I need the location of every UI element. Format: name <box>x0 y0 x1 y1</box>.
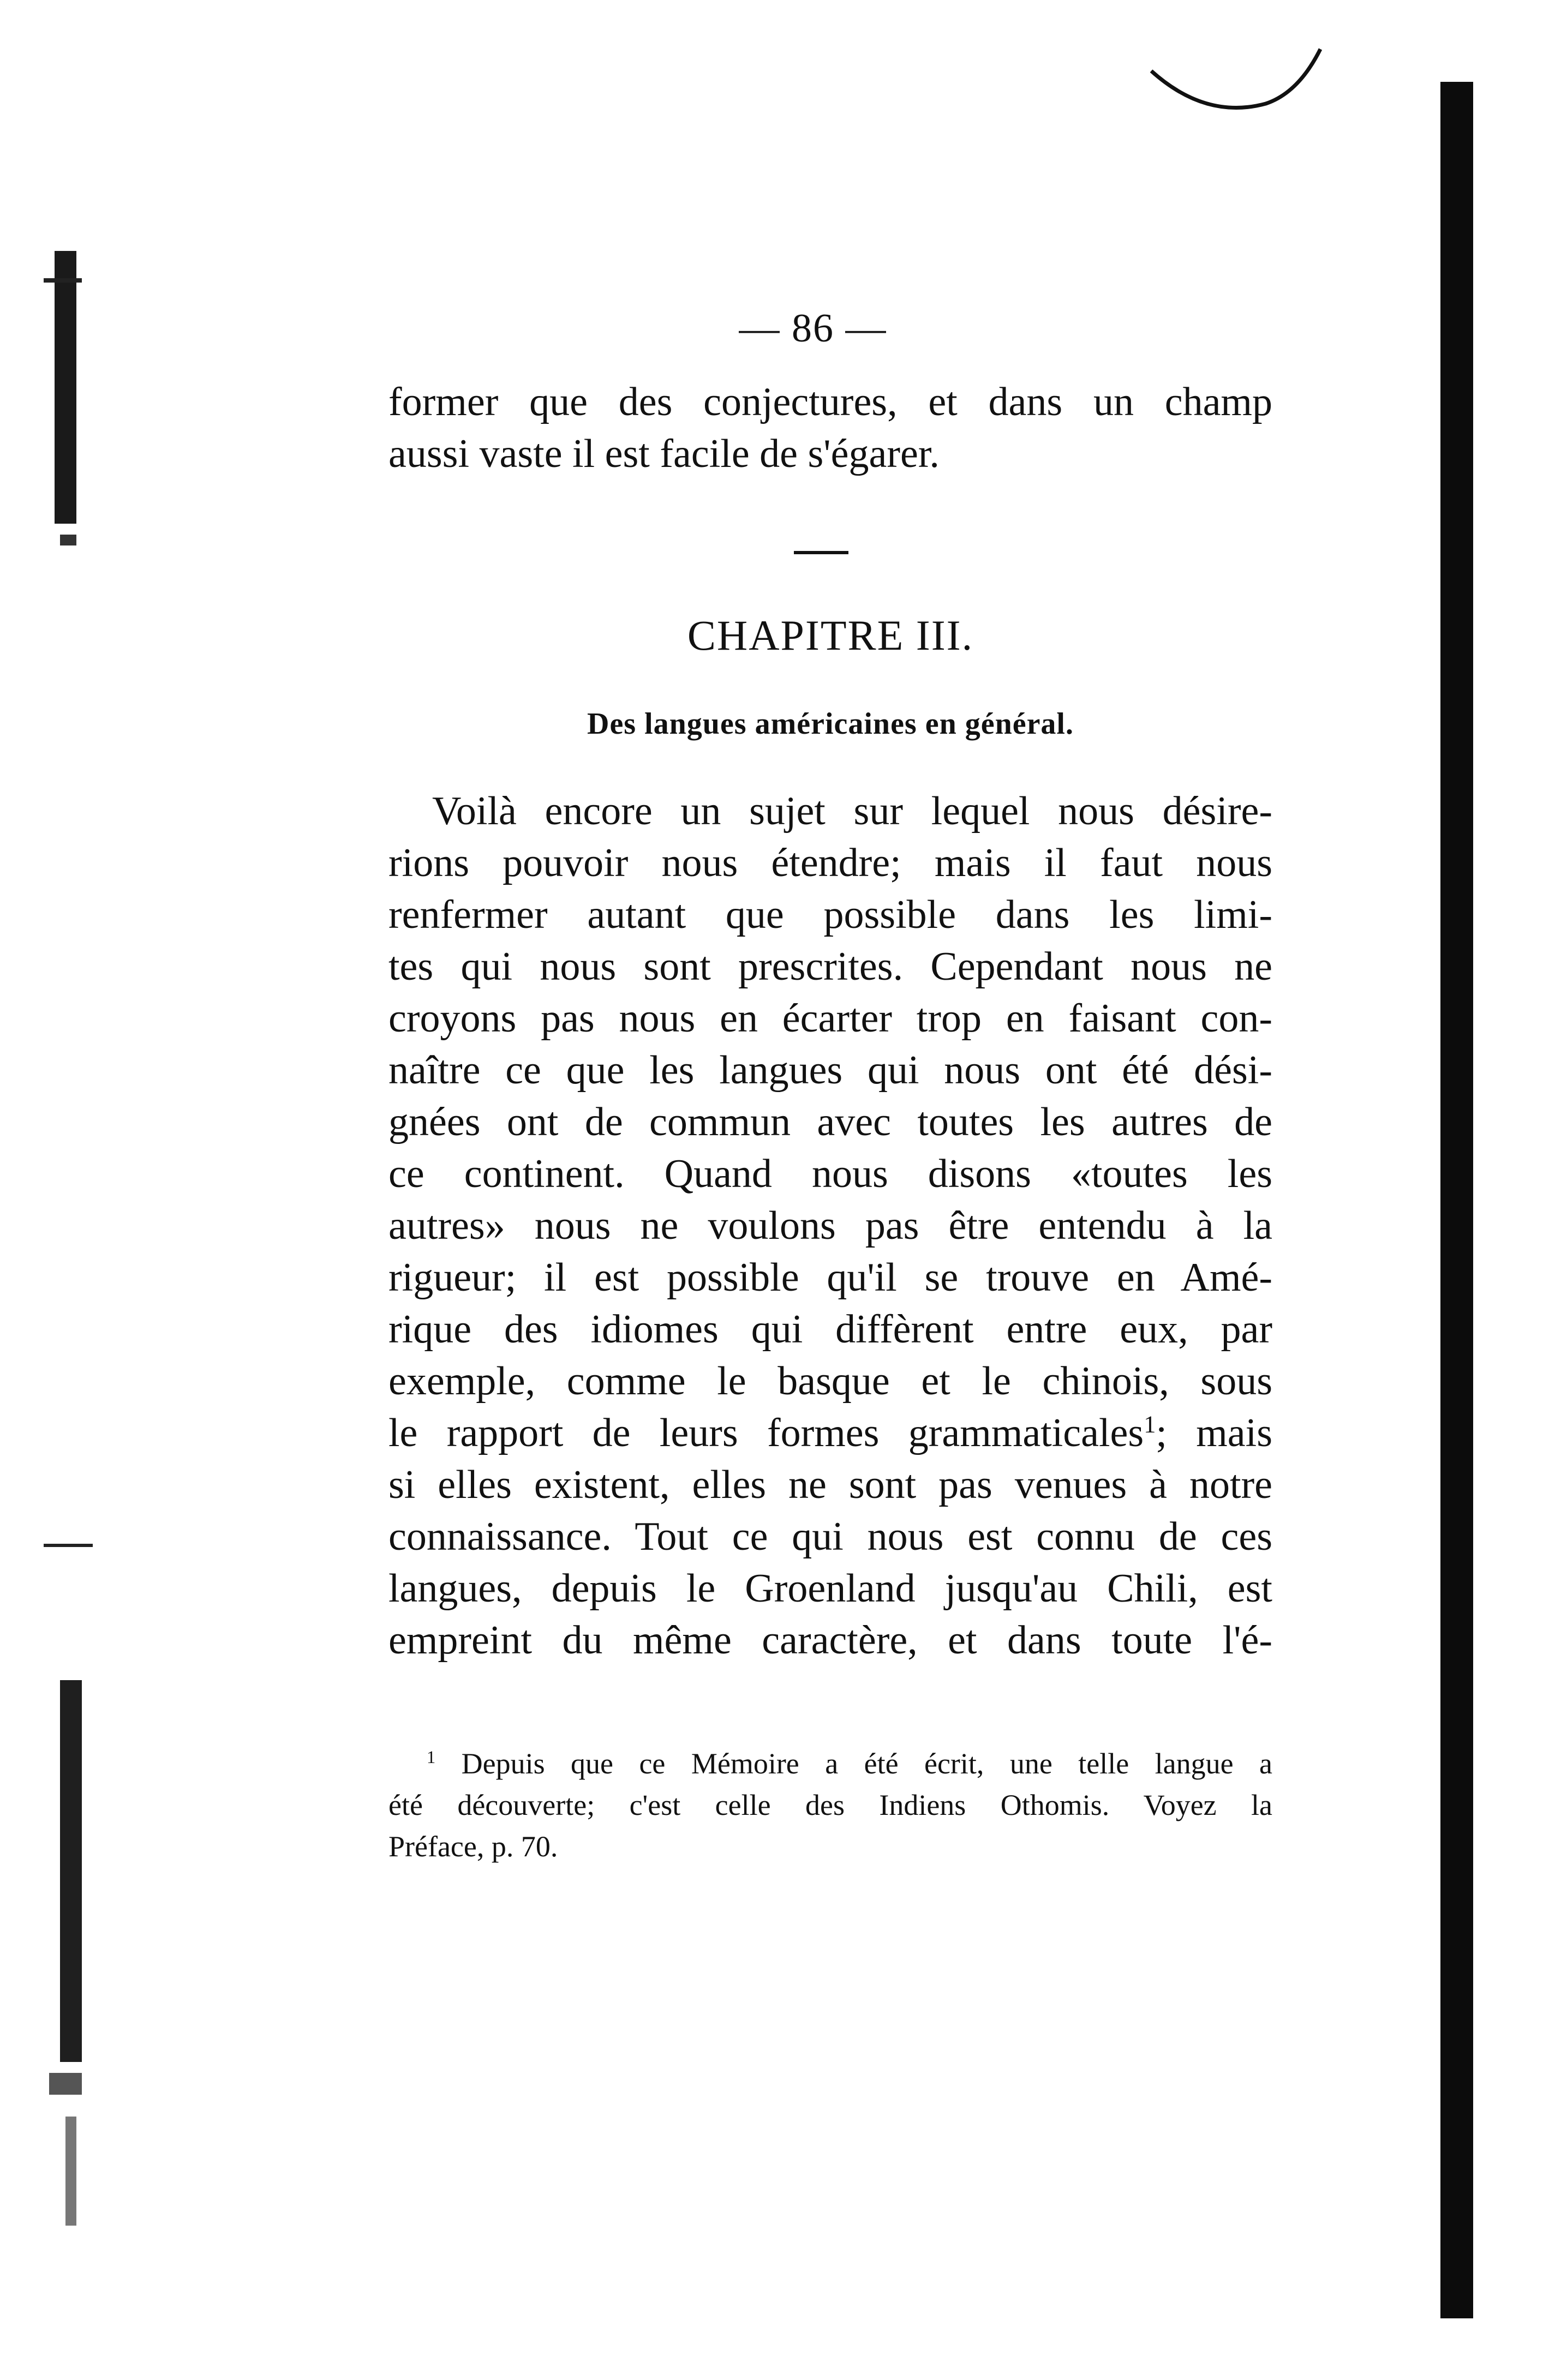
text-line: empreint du même caractère, et dans toute l'é- <box>388 1618 1272 1663</box>
chapter-title: CHAPITRE III. <box>687 612 974 659</box>
text-line: aussi vaste il est facile de s'égarer. <box>388 431 940 476</box>
scan-edge-noise <box>33 98 104 2226</box>
text-line: ce continent. Quand nous disons «toutes les <box>388 1152 1272 1196</box>
text-line-part: ; mais <box>1156 1411 1273 1455</box>
footnote-reference[interactable]: 1 <box>1144 1410 1156 1438</box>
section-divider <box>794 551 848 554</box>
body-paragraph <box>388 786 1272 1666</box>
text-line: renfermer autant que possible dans les limi- <box>388 892 1272 937</box>
intro-paragraph <box>388 376 1272 480</box>
text-line: naître ce que les langues qui nous ont été dési- <box>388 1048 1272 1093</box>
text-line: exemple, comme le basque et le chinois, sous <box>388 1359 1272 1404</box>
text-line: croyons pas nous en écarter trop en faisant con- <box>388 996 1272 1041</box>
text-line: rions pouvoir nous étendre; mais il faut nous <box>388 841 1272 885</box>
footnote-line: été découverte; c'est celle des Indiens Othomis. Voyez la <box>388 1789 1272 1821</box>
text-line: rigueur; il est possible qu'il se trouve en Amé- <box>388 1255 1272 1300</box>
scan-mark-curve <box>1140 38 1337 147</box>
text-line: connaissance. Tout ce qui nous est connu de ces <box>388 1514 1272 1559</box>
scan-dark-border <box>1440 82 1473 2318</box>
text-line: Voilà encore un sujet sur lequel nous désire- <box>432 789 1272 834</box>
text-line: si elles existent, elles ne sont pas venues à notre <box>388 1462 1272 1507</box>
text-line-with-footnote <box>388 1407 1272 1459</box>
footnote-line: Préface, p. 70. <box>388 1830 558 1863</box>
footnote-marker: 1 <box>427 1748 436 1767</box>
chapter-subtitle: Des langues américaines en général. <box>587 707 1074 741</box>
text-line: gnées ont de commun avec toutes les autres de <box>388 1100 1272 1144</box>
page-number: — 86 — <box>739 306 887 351</box>
text-line: autres» nous ne voulons pas être entendu à la <box>388 1203 1272 1248</box>
text-line: tes qui nous sont prescrites. Cependant nous ne <box>388 944 1272 989</box>
text-line-part: le rapport de leurs formes grammaticales <box>388 1411 1144 1455</box>
text-line: former que des conjectures, et dans un champ <box>388 380 1272 424</box>
text-line: langues, depuis le Groenland jusqu'au Chili, est <box>388 1566 1272 1611</box>
footnote-line: $^1$ Depuis que ce Mémoire a été écrit, une telle langue a <box>427 1747 1272 1780</box>
text-line: rique des idiomes qui diffèrent entre eux, par <box>388 1307 1272 1352</box>
footnote <box>388 1743 1272 1867</box>
